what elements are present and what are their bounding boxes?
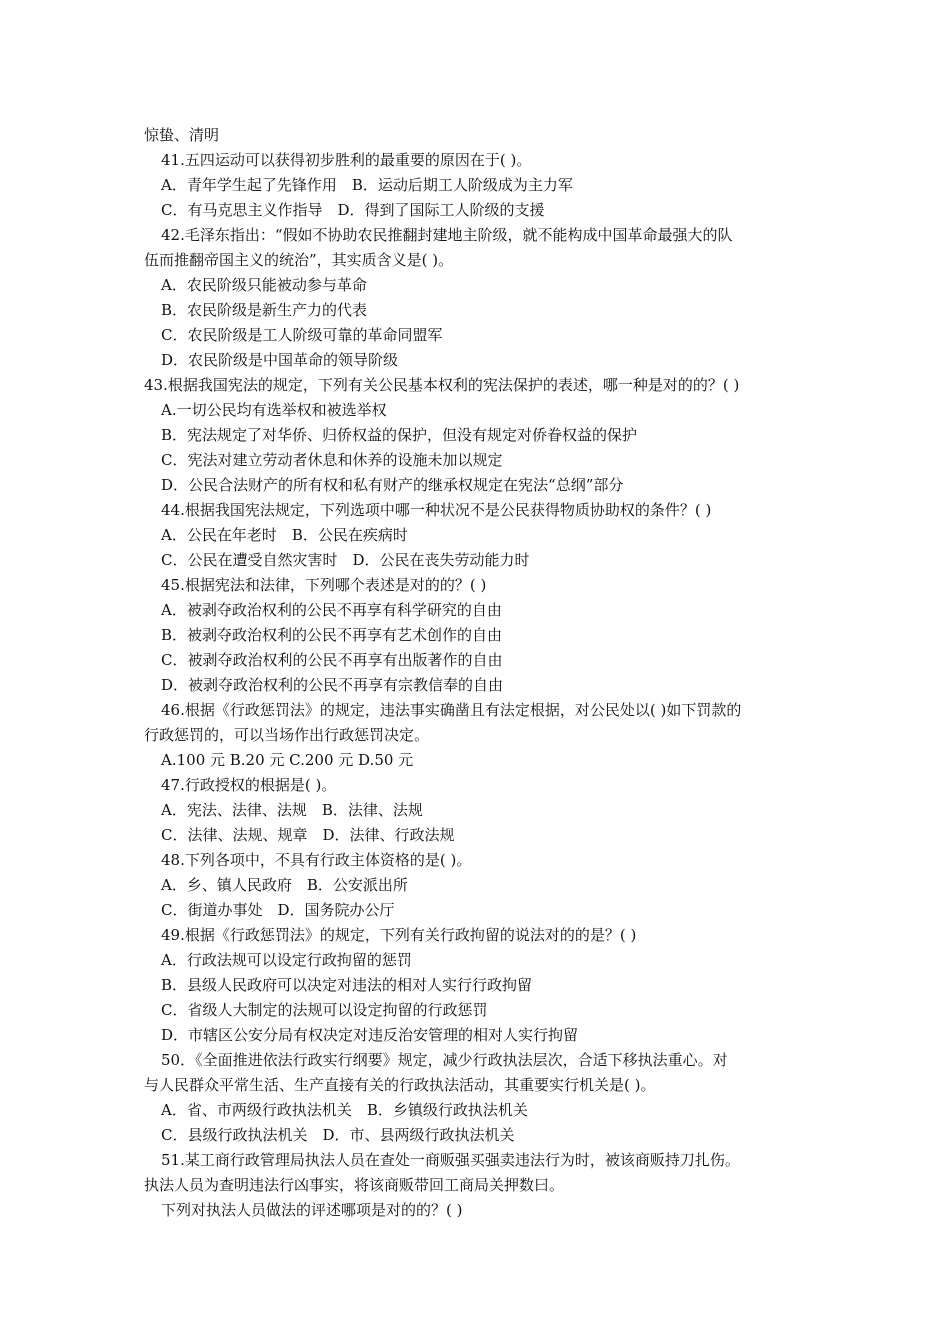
text-line: A．行政法规可以设定行政拘留的惩罚 [161,951,412,969]
text-line: 49.根据《行政惩罚法》的规定，下列有关行政拘留的说法对的的是？( ) [161,926,637,944]
text-line: 50．《全面推进依法行政实行纲要》规定，减少行政执法层次，合适下移执法重心。对 [161,1051,728,1069]
text-line: 46.根据《行政惩罚法》的规定，违法事实确凿且有法定根据，对公民处以( )如下罚款的 [161,701,742,719]
text-line: D．市辖区公安分局有权决定对违反治安管理的相对人实行拘留 [161,1026,579,1044]
text-line: C．法律、法规、规章 D．法律、行政法规 [161,826,455,844]
text-line: A.一切公民均有选举权和被选举权 [161,401,387,419]
text-line: A．乡、镇人民政府 B．公安派出所 [161,876,408,894]
text-line: B．县级人民政府可以决定对违法的相对人实行行政拘留 [161,976,533,994]
text-line: C．街道办事处 D．国务院办公厅 [161,901,395,919]
text-line: 51.某工商行政管理局执法人员在查处一商贩强买强卖违法行为时，被该商贩持刀扎伤。 [161,1151,740,1169]
text-line: C．省级人大制定的法规可以设定拘留的行政惩罚 [161,1001,488,1019]
text-line: B．宪法规定了对华侨、归侨权益的保护，但没有规定对侨眷权益的保护 [161,426,638,444]
text-line: A．农民阶级只能被动参与革命 [161,276,367,294]
text-line: 伍而推翻帝国主义的统治”，其实质含义是( )。 [144,251,454,269]
text-line: A．宪法、法律、法规 B．法律、法规 [161,801,423,819]
text-line: D．农民阶级是中国革命的领导阶级 [161,351,399,369]
text-line: 47.行政授权的根据是( )。 [161,776,337,794]
text-line: A.100 元 B.20 元 C.200 元 D.50 元 [161,751,414,769]
text-line: 惊蛰、清明 [144,126,220,144]
text-line: 下列对执法人员做法的评述哪项是对的的？( ) [161,1201,463,1219]
text-line: B．被剥夺政治权利的公民不再享有艺术创作的自由 [161,626,503,644]
text-line: 48.下列各项中，不具有行政主体资格的是( )。 [161,851,472,869]
text-line: A．省、市两级行政执法机关 B．乡镇级行政执法机关 [161,1101,528,1119]
text-line: A．公民在年老时 B．公民在疾病时 [161,526,408,544]
text-line: C．被剥夺政治权利的公民不再享有出版著作的自由 [161,651,503,669]
text-line: C．县级行政执法机关 D．市、县两级行政执法机关 [161,1126,515,1144]
document-body [144,123,810,1223]
text-line: 执法人员为查明违法行凶事实，将该商贩带回工商局关押数曰。 [144,1176,565,1194]
text-line: 行政惩罚的，可以当场作出行政惩罚决定。 [144,726,430,744]
text-line: D．公民合法财产的所有权和私有财产的继承权规定在宪法“总纲”部分 [161,476,624,494]
text-line: C．农民阶级是工人阶级可靠的革命同盟军 [161,326,443,344]
text-line: 45.根据宪法和法律，下列哪个表述是对的的？( ) [161,576,487,594]
text-line: C．宪法对建立劳动者休息和休养的设施未加以规定 [161,451,503,469]
text-line: 44.根据我国宪法规定，下列选项中哪一种状况不是公民获得物质协助权的条件？( ) [161,501,712,519]
text-line: D．被剥夺政治权利的公民不再享有宗教信奉的自由 [161,676,504,694]
text-line: 41.五四运动可以获得初步胜利的最重要的原因在于( )。 [161,151,532,169]
text-line: 与人民群众平常生活、生产直接有关的行政执法活动，其重要实行机关是( )。 [144,1076,656,1094]
text-line: C．公民在遭受自然灾害时 D．公民在丧失劳动能力时 [161,551,530,569]
text-line: A．被剥夺政治权利的公民不再享有科学研究的自由 [161,601,502,619]
text-line: C．有马克思主义作指导 D．得到了国际工人阶级的支援 [161,201,545,219]
text-line: 42.毛泽东指出：“假如不协助农民推翻封建地主阶级，就不能构成中国革命最强大的队 [161,226,733,244]
text-line: A．青年学生起了先锋作用 B．运动后期工人阶级成为主力军 [161,176,573,194]
text-line: 43.根据我国宪法的规定，下列有关公民基本权利的宪法保护的表述，哪一种是对的的？( ) [144,376,740,394]
text-line: B．农民阶级是新生产力的代表 [161,301,368,319]
